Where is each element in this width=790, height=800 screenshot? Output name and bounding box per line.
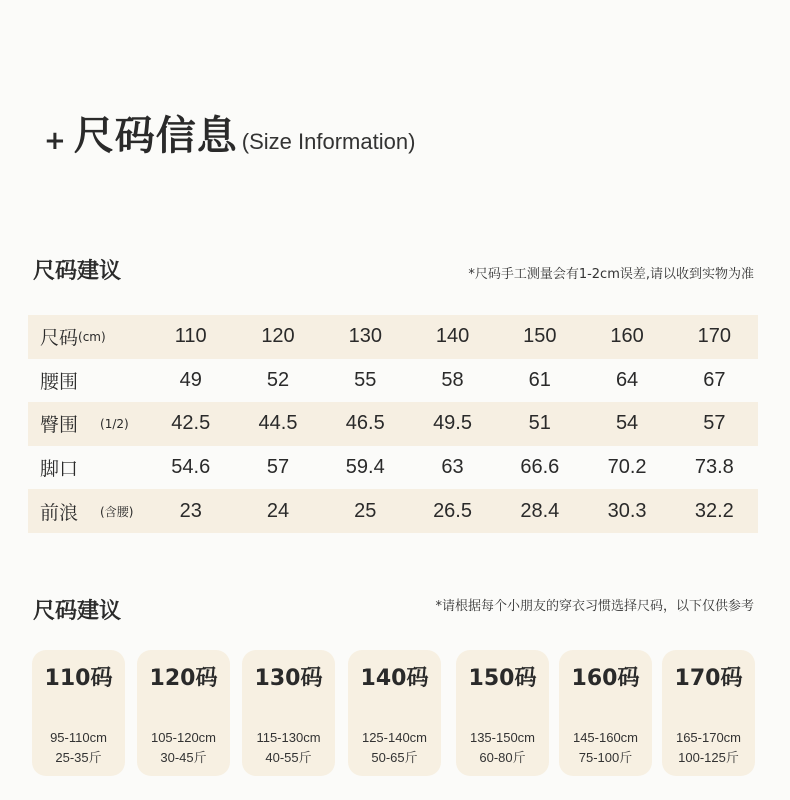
table-row [28,489,758,533]
table-cell: 46.5 [345,412,385,435]
card-weight: 75-100斤 [578,750,633,765]
card-weight: 60-80斤 [479,750,526,765]
table-cell: 26.5 [433,499,472,522]
table-row [28,446,758,490]
header-label-cell [28,323,147,350]
row-label: 臀围 [40,414,79,437]
size-card [456,650,549,776]
table-row [28,402,758,446]
row-qualifier: (含腰) [100,504,134,519]
section1-note: *尺码手工测量会有1-2cm误差,请以收到实物为准 [468,267,754,282]
table-cell: 63 [441,456,464,479]
card-weight: 40-55斤 [265,750,312,765]
row-label-cell [28,498,147,525]
table-cell: 32.2 [694,499,734,522]
table-cell: 61 [528,368,551,391]
size-recommendation-cards [32,650,757,776]
table-cell: 67 [703,368,726,391]
card-size: 120码 [149,666,218,691]
row-label: 腰围 [40,370,79,393]
table-cell: 52 [266,368,290,391]
size-card [137,650,230,776]
card-size: 160码 [571,666,640,691]
card-height: 165-170cm [675,730,742,745]
section2-note: *请根据每个小朋友的穿衣习惯选择尺码，以下仅供参考 [435,599,754,614]
table-cell: 49.5 [433,412,472,435]
size-header: 170 [697,325,732,348]
table-cell: 57 [266,456,290,479]
size-card [559,650,652,776]
card-height: 95-110cm [50,730,107,745]
size-header: 130 [348,325,382,348]
table-row [28,359,758,403]
size-header: 110 [174,325,207,348]
row-label: 前浪 [40,501,79,524]
table-cell: 73.8 [694,456,734,479]
table-cell: 54.6 [171,456,211,479]
size-card [32,650,125,776]
page-title [44,104,415,164]
plus-icon: + [44,126,66,156]
title-text: 尺码信息 [73,113,238,159]
table-cell: 59.4 [345,456,385,479]
header-unit: (cm) [78,329,106,344]
section1-heading: 尺码建议 [33,259,122,284]
table-cell: 44.5 [258,412,298,435]
card-size: 150码 [468,666,537,691]
section2-heading: 尺码建议 [33,599,122,624]
table-cell: 55 [354,368,377,391]
table-cell: 28.4 [520,499,560,522]
size-card [662,650,755,776]
table-cell: 54 [615,412,639,435]
table-cell: 25 [354,499,377,522]
table-header-row [28,315,758,359]
table-cell: 57 [703,412,726,435]
size-header: 160 [610,325,644,348]
table-cell: 24 [266,499,290,522]
table-cell: 70.2 [607,456,647,479]
title-subtitle: (Size Information) [241,129,416,154]
card-weight: 50-65斤 [371,750,418,765]
size-card [242,650,335,776]
row-label-cell [28,367,147,394]
table-cell: 49 [179,368,202,391]
card-weight: 100-125斤 [678,750,739,765]
row-qualifier: (1/2) [100,416,129,431]
card-size: 170码 [674,666,743,691]
card-size: 140码 [360,666,429,691]
row-label-cell [28,454,147,481]
card-height: 125-140cm [361,730,428,745]
size-header: 140 [435,325,470,348]
size-header: 150 [523,325,557,348]
card-height: 145-160cm [572,730,639,745]
table-cell: 58 [441,368,464,391]
table-cell: 30.3 [607,499,647,522]
table-cell: 51 [528,412,551,435]
table-cell: 23 [179,499,202,522]
card-height: 105-120cm [150,730,217,745]
table-cell: 42.5 [171,412,211,435]
size-header: 120 [261,325,295,348]
size-card [348,650,441,776]
card-height: 135-150cm [469,730,536,745]
card-size: 110码 [44,666,113,691]
row-label: 脚口 [40,458,79,481]
table-cell: 64 [615,368,639,391]
table-cell: 66.6 [520,456,560,479]
header-label: 尺码 [40,327,79,350]
card-size: 130码 [254,666,323,691]
row-label-cell [28,410,147,437]
card-height: 115-130cm [256,730,321,745]
size-table [28,315,758,533]
card-weight: 25-35斤 [55,750,102,765]
card-weight: 30-45斤 [160,750,207,765]
